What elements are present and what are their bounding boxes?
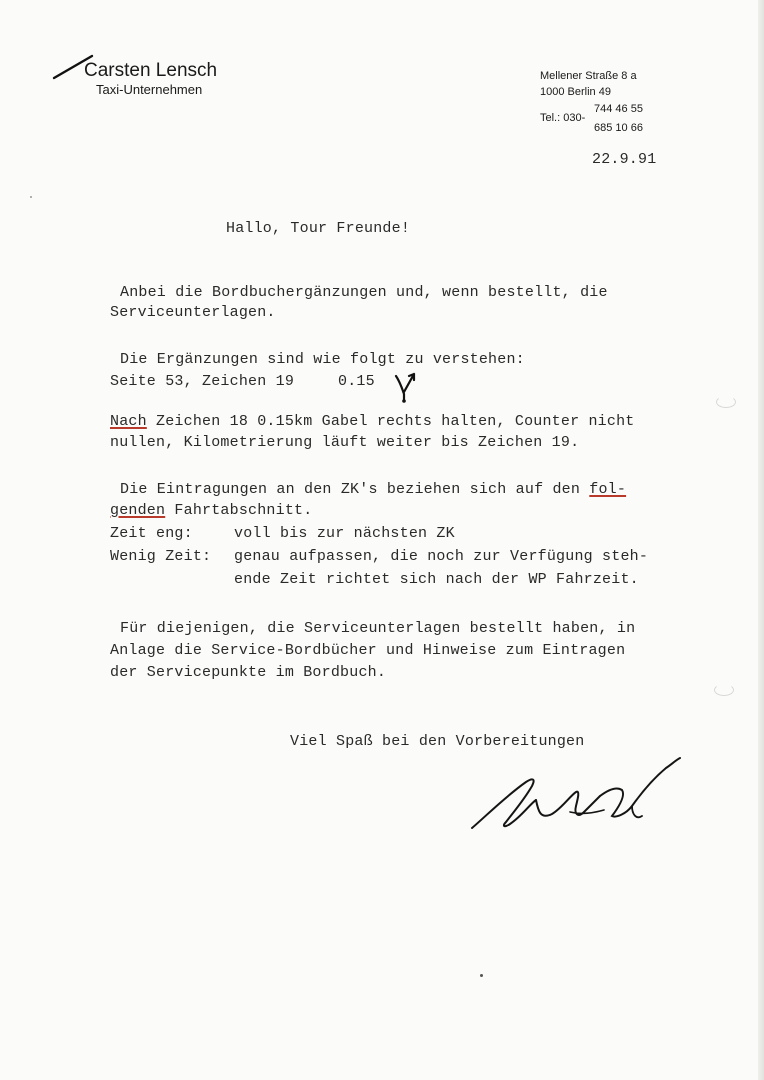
- phone-number-2: 685 10 66: [594, 122, 643, 134]
- phone-number-1: 744 46 55: [594, 103, 643, 115]
- punch-hole: [714, 684, 734, 696]
- paragraph-1-line-1: Anbei die Bordbuchergänzungen und, wenn bestellt, die: [120, 284, 608, 301]
- underlined-nach: Nach: [110, 413, 147, 430]
- paragraph-5-line-2: Anlage die Service-Bordbücher und Hinweise zum Eintragen: [110, 642, 626, 659]
- address-street: Mellener Straße 8 a: [540, 70, 637, 82]
- paragraph-2-line-1: Die Ergänzungen sind wie folgt zu verstehen:: [120, 351, 525, 368]
- paragraph-3-line-2: nullen, Kilometrierung läuft weiter bis Zeichen 19.: [110, 434, 580, 451]
- time-tight-text: voll bis zur nächsten ZK: [234, 525, 455, 542]
- phone-label: Tel.: 030-: [540, 112, 586, 124]
- paper-edge: [758, 0, 764, 1080]
- paragraph-4-line-2: genden Fahrtabschnitt.: [110, 502, 313, 519]
- closing-line: Viel Spaß bei den Vorbereitungen: [290, 733, 585, 750]
- paragraph-1-line-2: Serviceunterlagen.: [110, 304, 276, 321]
- ink-speck: [30, 196, 32, 198]
- time-tight-label: Zeit eng:: [110, 525, 193, 542]
- paragraph-5-line-1: Für diejenigen, die Serviceunterlagen bestellt haben, in: [120, 620, 636, 637]
- greeting: Hallo, Tour Freunde!: [226, 220, 411, 237]
- paragraph-4-line-1: Die Eintragungen an den ZK's beziehen sich auf den fol-: [120, 481, 627, 498]
- paragraph-3-line-1: Nach Zeichen 18 0.15km Gabel rechts halten, Counter nicht: [110, 413, 635, 430]
- letter-date: 22.9.91: [592, 151, 657, 168]
- reference-value: 0.15: [338, 373, 375, 390]
- address-city: 1000 Berlin 49: [540, 86, 611, 98]
- little-time-text-1: genau aufpassen, die noch zur Verfügung steh-: [234, 548, 649, 565]
- punch-hole: [716, 396, 736, 408]
- little-time-label: Wenig Zeit:: [110, 548, 212, 565]
- company-subtitle: Taxi-Unternehmen: [96, 82, 203, 97]
- company-name: Carsten Lensch: [84, 60, 218, 81]
- paragraph-5-line-3: der Servicepunkte im Bordbuch.: [110, 664, 387, 681]
- little-time-text-2: ende Zeit richtet sich nach der WP Fahrzeit.: [234, 571, 639, 588]
- reference-line: Seite 53, Zeichen 19: [110, 373, 295, 390]
- fork-right-symbol-icon: [392, 368, 422, 408]
- signature: [466, 756, 690, 836]
- ink-speck: [480, 974, 483, 977]
